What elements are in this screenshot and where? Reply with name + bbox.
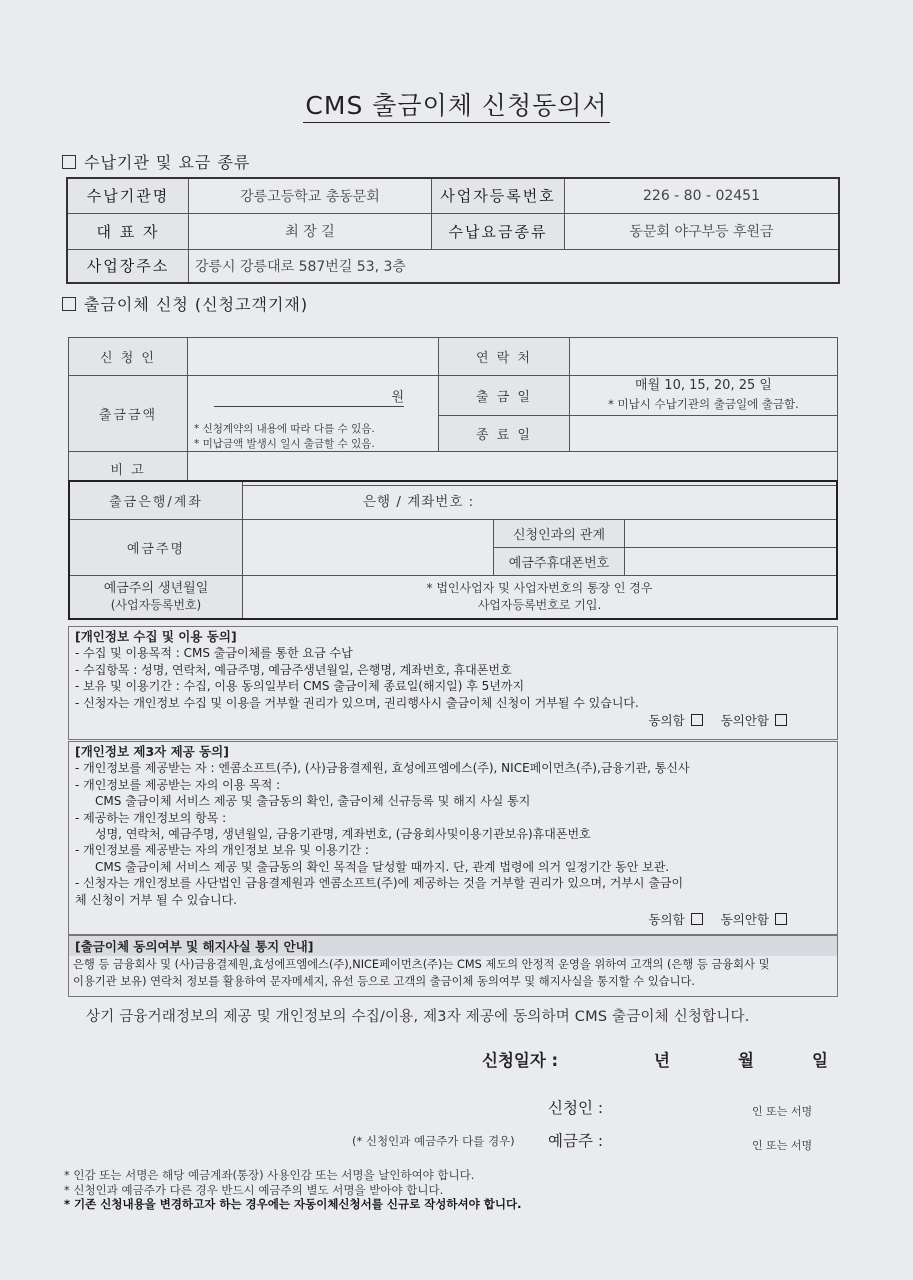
amount-field[interactable] bbox=[188, 376, 439, 452]
contact-label: 연 락 처 bbox=[439, 338, 570, 376]
birth-note1: * 법인사업자 및 사업자번호의 통장 인 경우 bbox=[426, 580, 653, 595]
checkbox-square-icon bbox=[62, 155, 76, 169]
feetype-label: 수납요금종류 bbox=[432, 213, 565, 249]
privacy-consent-box bbox=[68, 626, 838, 740]
remark-label: 비 고 bbox=[69, 452, 188, 486]
footnotes bbox=[64, 1168, 521, 1212]
applicant-sign-label: 신청인 : bbox=[548, 1099, 604, 1117]
birth-field[interactable] bbox=[243, 575, 838, 619]
org-value: 강릉고등학교 총동문회 bbox=[189, 178, 432, 213]
thirdparty-line: - 제공하는 개인정보의 항목 : bbox=[75, 810, 227, 825]
notice-box bbox=[68, 935, 838, 997]
thirdparty-line: - 개인정보를 제공받는 자 : 엔콤소프트(주), (사)금융결제원, 효성에프엠에스(주), NICE페이먼츠(주),금융기관, 통신사 bbox=[75, 761, 690, 776]
footnote: * 인감 또는 서명은 해당 예금계좌(통장) 사용인감 또는 서명을 날인하여야 합니다. bbox=[64, 1168, 475, 1182]
bizno-value: 226 - 80 - 02451 bbox=[565, 178, 840, 213]
form-title: CMS 출금이체 신청동의서 bbox=[0, 86, 913, 122]
holder-label: 예금주명 bbox=[69, 519, 243, 575]
bank-field[interactable]: 은행 / 계좌번호 : bbox=[243, 481, 838, 519]
addr-value: 강릉시 강릉대로 587번길 53, 3층 bbox=[189, 249, 840, 283]
privacy-agree-checkbox[interactable] bbox=[691, 714, 703, 726]
thirdparty-line: - 개인정보를 제공받는 자의 이용 목적 : bbox=[75, 777, 281, 792]
footnote: * 신청인과 예금주가 다른 경우 반드시 예금주의 별도 서명을 받아야 합니다. bbox=[64, 1182, 444, 1197]
application-table bbox=[68, 337, 838, 486]
notice-line: 은행 등 금융회사 및 (사)금융결제원,효성에프엠에스(주),NICE페이먼츠(주)는 CMS 제도의 안정적 운영을 위하여 고객의 (은행 등 금융회사 및 bbox=[73, 958, 770, 971]
amount-label: 출금금액 bbox=[69, 376, 188, 452]
contact-field[interactable] bbox=[570, 338, 838, 376]
rep-label: 대 표 자 bbox=[67, 213, 189, 249]
rep-value: 최 장 길 bbox=[189, 213, 432, 249]
thirdparty-line: 성명, 연락처, 예금주명, 생년월일, 금융기관명, 계좌번호, (금융회사및이용기관보유)휴대폰번호 bbox=[95, 827, 591, 842]
thirdparty-disagree-checkbox[interactable] bbox=[775, 913, 787, 925]
thirdparty-line: CMS 출금이체 서비스 제공 및 출금동의 확인, 출금이체 신규등록 및 해지 사실 통지 bbox=[95, 794, 531, 809]
feetype-value: 동문회 야구부등 후원금 bbox=[565, 213, 840, 249]
thirdparty-line: - 신청자는 개인정보를 사단법인 금융결제원과 엔콤소프트(주)에 제공하는 것을 거부할 권리가 있으며, 거부시 출금이 bbox=[75, 876, 684, 891]
thirdparty-agree-label: 동의함 bbox=[648, 912, 685, 928]
amount-note2: * 미납금액 발생시 일시 출금할 수 있음. bbox=[194, 438, 375, 450]
date-day: 일 bbox=[812, 1051, 828, 1070]
birth-note2: 사업자등록번호로 기입. bbox=[477, 597, 602, 612]
applicant-field[interactable] bbox=[188, 338, 439, 376]
holder-phone-label: 예금주휴대폰번호 bbox=[494, 547, 625, 575]
privacy-line: - 수집 및 이용목적 : CMS 출금이체를 통한 요금 수납 bbox=[75, 646, 353, 661]
thirdparty-consent-box bbox=[68, 741, 838, 935]
footnote: * 기존 신청내용을 변경하고자 하는 경우에는 자동이체신청서를 신규로 작성하셔야 합니다. bbox=[64, 1197, 522, 1211]
notice-heading: [출금이체 동의여부 및 해지사실 통지 안내] bbox=[69, 936, 837, 956]
privacy-agree-label: 동의함 bbox=[648, 713, 685, 729]
withdraw-day-value: 매월 10, 15, 20, 25 일 bbox=[635, 378, 772, 394]
holder-sign-label: 예금주 : bbox=[548, 1132, 604, 1150]
thirdparty-heading: [개인정보 제3자 제공 동의] bbox=[75, 744, 229, 759]
thirdparty-disagree-label: 동의안함 bbox=[720, 912, 769, 928]
bank-table bbox=[68, 480, 838, 620]
end-day-field[interactable] bbox=[570, 415, 838, 451]
privacy-line: - 보유 및 이용기간 : 수집, 이용 동의일부터 CMS 출금이체 종료일(해지일) 후 5년까지 bbox=[75, 679, 525, 694]
privacy-line: - 수집항목 : 성명, 연락처, 예금주명, 예금주생년월일, 은행명, 계좌번호, 휴대폰번호 bbox=[75, 662, 512, 677]
checkbox-square-icon bbox=[62, 297, 76, 311]
section1-heading: 수납기관 및 요금 종류 bbox=[62, 150, 250, 173]
amount-note1: * 신청계약의 내용에 따라 다를 수 있음. bbox=[194, 423, 375, 435]
relation-label: 신청인과의 관계 bbox=[494, 519, 625, 547]
date-label: 신청일자 : bbox=[482, 1051, 559, 1070]
thirdparty-line: CMS 출금이체 서비스 제공 및 출금동의 확인 목적을 달성할 때까지. 단, 관계 법령에 의거 일정기간 동안 보관. bbox=[95, 859, 670, 874]
applicant-sign-field[interactable]: 인 또는 서명 bbox=[752, 1105, 813, 1118]
privacy-disagree-checkbox[interactable] bbox=[775, 714, 787, 726]
org-label: 수납기관명 bbox=[67, 178, 189, 213]
addr-label: 사업장주소 bbox=[67, 249, 189, 283]
holder-sign-note: (* 신청인과 예금주가 다를 경우) bbox=[352, 1134, 515, 1148]
privacy-disagree-label: 동의안함 bbox=[720, 713, 769, 729]
thirdparty-line: - 개인정보를 제공받는 자의 개인정보 보유 및 이용기간 : bbox=[75, 843, 369, 858]
withdraw-day-label: 출 금 일 bbox=[439, 376, 570, 416]
birth-label: 예금주의 생년월일 bbox=[103, 580, 209, 596]
holder-sign-field[interactable]: 인 또는 서명 bbox=[752, 1139, 813, 1152]
thirdparty-agree-checkbox[interactable] bbox=[691, 913, 703, 925]
end-day-label: 종 료 일 bbox=[439, 415, 570, 451]
thirdparty-line: 체 신청이 거부 될 수 있습니다. bbox=[75, 892, 237, 907]
bizno-label: 사업자등록번호 bbox=[432, 178, 565, 213]
payee-table bbox=[66, 177, 840, 284]
privacy-line: - 신청자는 개인정보 수집 및 이용을 거부할 권리가 있으며, 권리행사시 출금이체 신청이 거부될 수 있습니다. bbox=[75, 695, 639, 710]
notice-line: 이용기관 보유) 연락처 정보를 활용하여 문자메세지, 유선 등으로 고객의 출금이체 동의여부 및 해지사실을 통지할 수 있습니다. bbox=[73, 975, 696, 988]
applicant-label: 신 청 인 bbox=[69, 338, 188, 376]
date-month: 월 bbox=[738, 1051, 754, 1070]
bank-label: 출금은행/계좌 bbox=[69, 481, 243, 519]
privacy-heading: [개인정보 수집 및 이용 동의] bbox=[75, 629, 237, 644]
withdraw-day-note: * 미납시 수납기관의 출금일에 출금함. bbox=[608, 397, 799, 412]
birth-sub-label: (사업자등록번호) bbox=[110, 597, 202, 612]
holder-field[interactable] bbox=[243, 519, 494, 575]
relation-field[interactable] bbox=[625, 519, 838, 547]
won-unit: 원 bbox=[214, 386, 404, 407]
date-year: 년 bbox=[654, 1051, 670, 1070]
declaration-text: 상기 금융거래정보의 제공 및 개인정보의 수집/이용, 제3자 제공에 동의하며 CMS 출금이체 신청합니다. bbox=[86, 1009, 750, 1025]
section2-heading: 출금이체 신청 (신청고객기재) bbox=[62, 292, 308, 315]
holder-phone-field[interactable] bbox=[625, 547, 838, 575]
